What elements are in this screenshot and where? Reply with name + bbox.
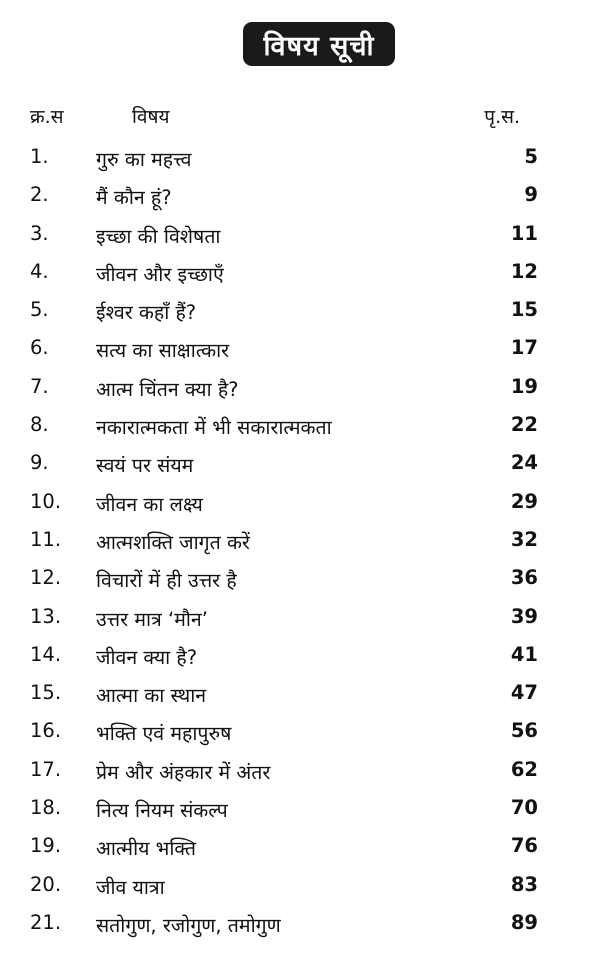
toc-row (0, 295, 600, 333)
toc-number: 19. (30, 834, 62, 858)
toc-number: 11. (30, 527, 62, 551)
toc-subject: ईश्वर कहाँ हैं? (96, 301, 197, 325)
toc-subject: आत्मा का स्थान (96, 684, 207, 708)
toc-subject: आत्म चिंतन क्या है? (96, 377, 239, 401)
toc-row (0, 219, 600, 257)
toc-page: 5 (524, 145, 538, 168)
toc-page: 32 (510, 527, 538, 551)
toc-row (0, 716, 600, 754)
toc-number: 21. (30, 910, 62, 934)
toc-header (0, 103, 600, 135)
toc-row (0, 410, 600, 448)
toc-page: 12 (510, 259, 538, 283)
toc-subject: भक्ति एवं महापुरुष (96, 722, 232, 746)
toc-page: 29 (510, 489, 538, 513)
toc-subject: उत्तर मात्र ‘मौन’ (96, 607, 208, 631)
toc-subject: विचारों में ही उत्तर है (96, 569, 237, 593)
toc-number: 7. (30, 374, 49, 398)
toc-page: 41 (510, 642, 538, 666)
toc-page: 11 (510, 221, 538, 245)
toc-page: 70 (510, 796, 538, 820)
toc-row (0, 487, 600, 525)
toc-row (0, 142, 600, 180)
toc-row (0, 755, 600, 793)
toc-subject: सतोगुण, रजोगुण, तमोगुण (96, 913, 281, 937)
toc-row (0, 525, 600, 563)
toc-row (0, 257, 600, 295)
toc-subject: जीव यात्रा (96, 875, 165, 899)
toc-number: 5. (30, 298, 49, 322)
toc-subject: जीवन का लक्ष्य (96, 492, 203, 516)
toc-subject: प्रेम और अंहकार में अंतर (96, 760, 271, 784)
toc-subject: स्वयं पर संयम (96, 454, 194, 478)
toc-subject: गुरु का महत्त्व (96, 148, 192, 171)
toc-number: 6. (30, 336, 49, 360)
toc-subject: नित्य नियम संकल्प (96, 799, 228, 823)
toc-number: 12. (30, 566, 62, 590)
toc-row (0, 640, 600, 678)
toc-number: 3. (30, 221, 49, 245)
toc-row (0, 563, 600, 601)
toc-number: 15. (30, 681, 62, 705)
toc-page: 9 (524, 183, 538, 207)
toc-number: 17. (30, 757, 62, 781)
toc-number: 20. (30, 872, 62, 896)
header-page: पृ.स. (484, 106, 520, 128)
toc-page: 62 (510, 757, 538, 781)
toc-page: 47 (510, 681, 538, 705)
toc-number: 8. (30, 413, 49, 437)
toc-page: 17 (510, 336, 538, 360)
toc-list (0, 142, 600, 946)
toc-row (0, 678, 600, 716)
toc-number: 16. (30, 719, 62, 743)
toc-page: 22 (510, 413, 538, 437)
toc-number: 4. (30, 259, 49, 283)
toc-subject: जीवन क्या है? (96, 645, 198, 669)
toc-page: 89 (510, 910, 538, 934)
toc-subject: नकारात्मकता में भी सकारात्मकता (96, 416, 332, 440)
toc-page: 56 (510, 719, 538, 743)
toc-page: 19 (510, 374, 538, 398)
toc-row (0, 602, 600, 640)
toc-subject: जीवन और इच्छाएँ (96, 262, 224, 286)
toc-page: 36 (510, 566, 538, 590)
page-title: विषय सूची (243, 22, 395, 66)
toc-page: 76 (510, 834, 538, 858)
toc-number: 18. (30, 796, 62, 820)
toc-row (0, 870, 600, 908)
toc-subject: इच्छा की विशेषता (96, 224, 221, 248)
toc-subject: आत्मीय भक्ति (96, 837, 196, 861)
toc-subject: आत्मशक्ति जागृत करें (96, 530, 250, 554)
toc-page: 24 (510, 451, 538, 475)
toc-number: 9. (30, 451, 49, 475)
toc-page: 83 (510, 872, 538, 896)
toc-row (0, 908, 600, 946)
toc-number: 2. (30, 183, 49, 207)
toc-number: 13. (30, 604, 62, 628)
header-serial: क्र.स (30, 106, 64, 128)
toc-subject: सत्य का साक्षात्कार (96, 339, 230, 363)
toc-row (0, 372, 600, 410)
toc-number: 1. (30, 145, 49, 168)
toc-number: 14. (30, 642, 62, 666)
toc-row (0, 831, 600, 869)
header-subject: विषय (132, 106, 170, 128)
toc-row (0, 793, 600, 831)
toc-row (0, 180, 600, 218)
toc-page: 15 (510, 298, 538, 322)
toc-subject: मैं कौन हूं? (96, 186, 172, 210)
toc-row (0, 333, 600, 371)
toc-row (0, 448, 600, 486)
toc-page: 39 (510, 604, 538, 628)
toc-number: 10. (30, 489, 62, 513)
